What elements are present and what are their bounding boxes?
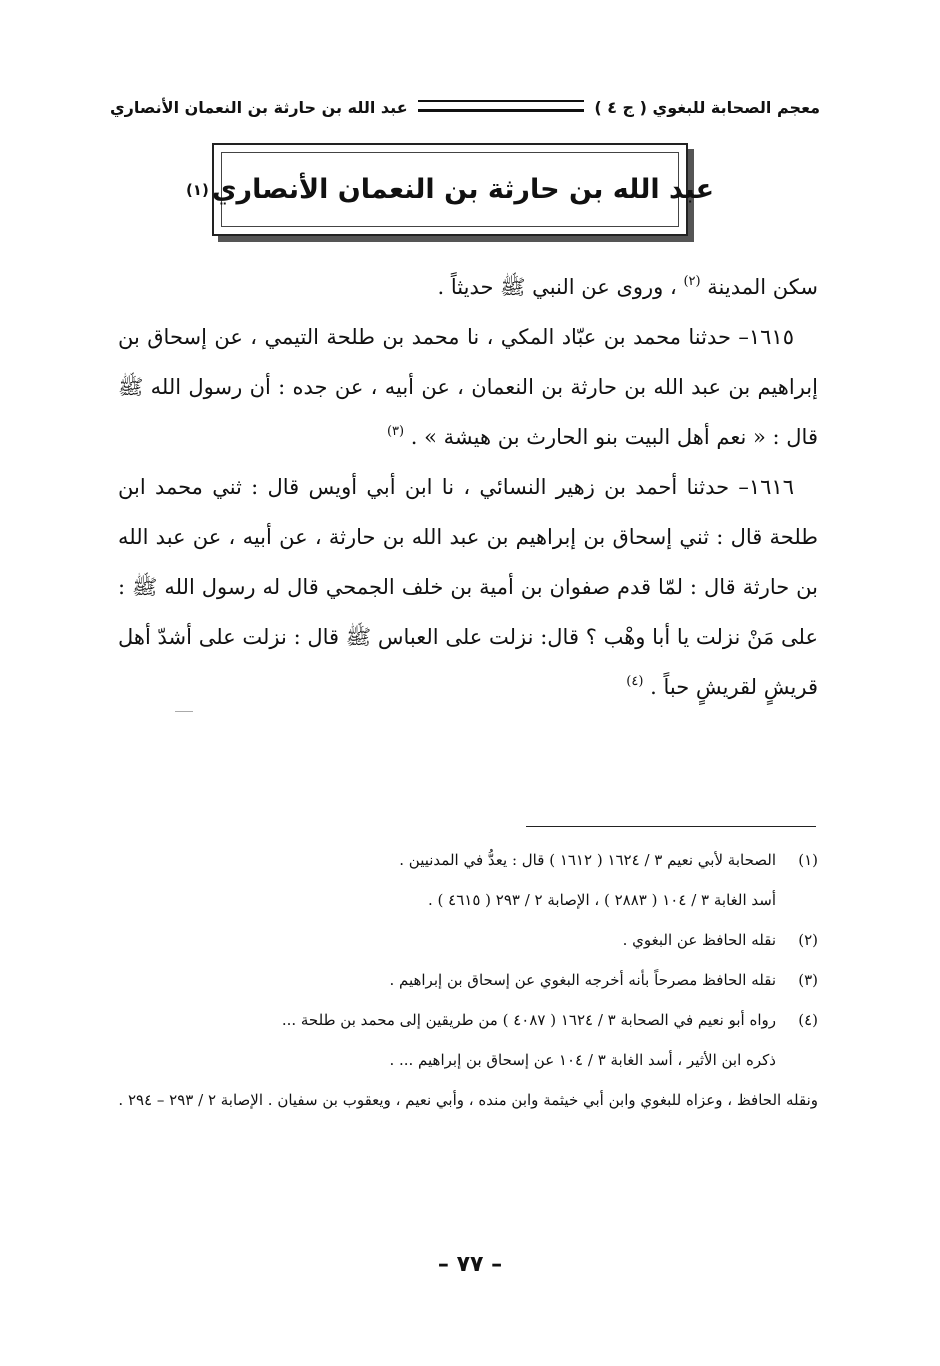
footnote-text: الصحابة لأبي نعيم ٣ / ١٦٢٤ ( ١٦١٢ ) قال : يعدُّ في المدنيين . [399, 851, 776, 869]
header-entry-title: عبد الله بن حارثة بن النعمان الأنصاري [110, 97, 408, 117]
scan-artifact [175, 711, 193, 712]
hadith-1616 [118, 462, 818, 712]
footnote-number: (٣) [798, 971, 818, 989]
footnote-number: (٤) [798, 1011, 818, 1029]
footnote-number: (٢) [798, 931, 818, 949]
footnote-4 [113, 1000, 818, 1040]
intro-text-b: ، وروى عن النبي ﷺ حديثاً . [437, 275, 677, 299]
footnote-4-continued [113, 1040, 818, 1080]
footnote-3 [113, 960, 818, 1000]
header-book-title: معجم الصحابة للبغوي ( ج ٤ ) [594, 97, 820, 117]
header-rule [418, 100, 585, 112]
footnote-text: رواه أبو نعيم في الصحابة ٣ / ١٦٢٤ ( ٤٠٨٧ ) من طريقين إلى محمد بن طلحة ... [281, 1011, 776, 1029]
title-footnote-ref: (١) [185, 180, 209, 199]
running-header [110, 92, 820, 122]
footnote-text: ذكره ابن الأثير ، أسد الغابة ٣ / ١٠٤ عن إسحاق بن إبراهيم ... . [389, 1051, 776, 1069]
footnote-number: (١) [798, 851, 818, 869]
body-text [118, 262, 818, 712]
footnote-text: نقله الحافظ عن البغوي . [622, 931, 776, 949]
entry-title: عبد الله بن حارثة بن النعمان الأنصاري [211, 174, 715, 205]
intro-paragraph [118, 262, 818, 312]
hadith-1616-text: ١٦١٦– حدثنا أحمد بن زهير النسائي ، نا ابن أبي أويس قال : ثني محمد ابن طلحة قال : ثني إسحاق بن إبراهيم بن عبد الله بن حارثة ، عن أبيه ، عن عبد الله بن حارثة قال : لمّا قدم صفوان بن أمية بن خلف الجمحي قال له رسول الله ﷺ : على مَنْ نزلت يا أبا وهْب ؟ قال: نزلت على العباس ﷺ قال : نزلت على أشدّ أهل قريشٍ لقريشٍ حباً . [118, 475, 819, 699]
hadith-1616-footnote-ref: (٤) [626, 673, 644, 689]
hadith-1615 [118, 312, 818, 462]
title-box-inner [185, 152, 715, 227]
footnote-1-continued [113, 880, 818, 920]
footnote-4-continued [113, 1080, 818, 1120]
footnote-text: ونقله الحافظ ، وعزاه للبغوي وابن أبي خيثمة وابن منده ، وأبي نعيم ، ويعقوب بن سفيان . الإصابة ٢ / ٢٩٣ – ٢٩٤ . [118, 1091, 818, 1109]
footnote-2 [113, 920, 818, 960]
footnote-text: نقله الحافظ مصرحاً بأنه أخرجه البغوي عن إسحاق بن إبراهيم . [389, 971, 776, 989]
footnotes [113, 840, 818, 1120]
page-number: – ٧٧ – [437, 1252, 503, 1277]
title-box [185, 143, 715, 236]
footnote-rule [526, 826, 816, 827]
footnote-1 [113, 840, 818, 880]
footnote-text: أسد الغابة ٣ / ١٠٤ ( ٢٨٨٣ ) ، الإصابة ٢ / ٢٩٣ ( ٤٦١٥ ) . [428, 891, 776, 909]
hadith-1615-footnote-ref: (٣) [386, 423, 405, 439]
intro-footnote-ref: (٢) [683, 273, 701, 289]
intro-text-a: سكن المدينة [707, 275, 818, 299]
hadith-1615-text: ١٦١٥– حدثنا محمد بن عبّاد المكي ، نا محمد بن طلحة التيمي ، عن إسحاق بن إبراهيم بن عبد الله بن حارثة بن النعمان ، عن أبيه ، عن جده : أن رسول الله ﷺ قال : « نعم أهل البيت بنو الحارث بن هيشة » . [118, 325, 818, 449]
